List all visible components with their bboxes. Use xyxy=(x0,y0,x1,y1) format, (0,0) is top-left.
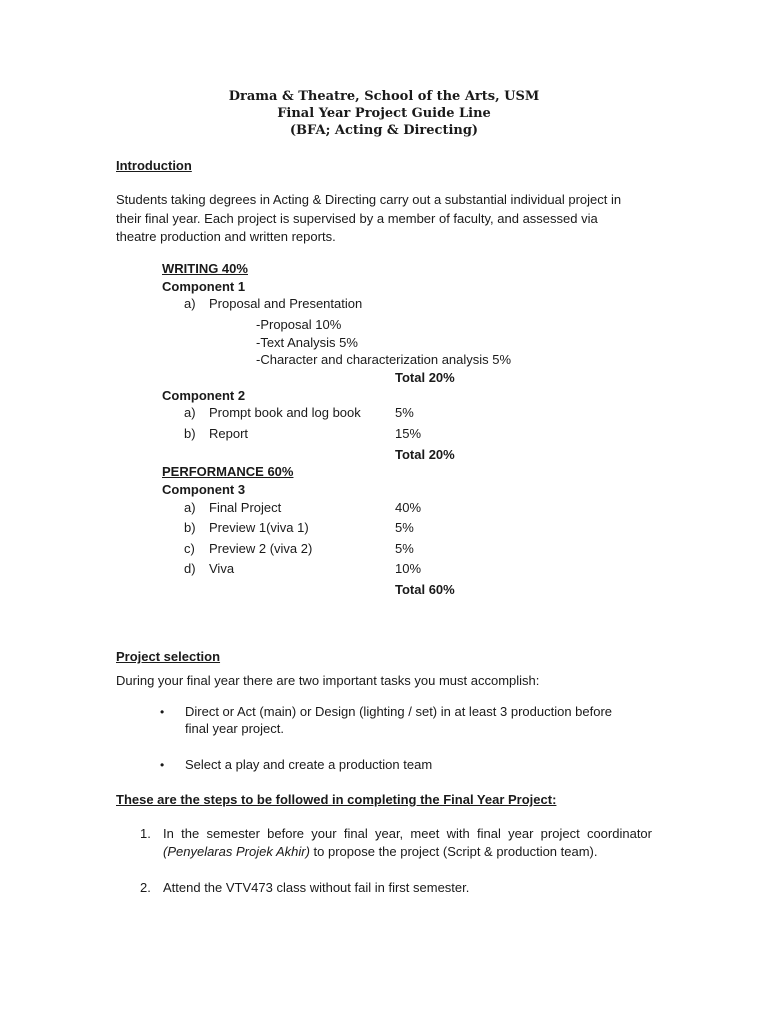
component-1-sub-text-analysis: -Text Analysis 5% xyxy=(256,335,358,350)
step-1-text xyxy=(163,825,652,861)
project-selection-bullet-1: Direct or Act (main) or Design (lighting / set) in at least 3 production before final year project. xyxy=(185,704,613,736)
document-title-line-2: Final Year Project Guide Line xyxy=(277,106,491,121)
component-2-item-value: 15% xyxy=(395,426,422,441)
component-1-sub-proposal: -Proposal 10% xyxy=(256,317,342,332)
component-1-sub-character-analysis: -Character and characterization analysis 5% xyxy=(256,352,512,367)
bullet-icon: • xyxy=(160,705,165,719)
component-3-item-value: 5% xyxy=(395,520,414,535)
step-2-number: 2. xyxy=(140,880,151,895)
component-3-item-marker: d) xyxy=(184,561,196,576)
component-3-item-label: Preview 1(viva 1) xyxy=(209,520,309,535)
component-2-item-marker: a) xyxy=(184,405,196,420)
writing-heading: WRITING 40% xyxy=(162,261,248,276)
step-1-text-end: to propose the project (Script & production team). xyxy=(309,844,598,859)
component-3-item-value: 40% xyxy=(395,500,422,515)
component-2-total: Total 20% xyxy=(395,447,455,462)
project-selection-intro: During your final year there are two important tasks you must accomplish: xyxy=(116,673,540,688)
component-2-item-label: Prompt book and log book xyxy=(209,405,361,420)
component-3-item-label: Preview 2 (viva 2) xyxy=(209,541,313,556)
introduction-paragraph: Students taking degrees in Acting & Directing carry out a substantial individual project in their final year. Each project is supervised by a member of faculty, and assessed via theatre production and written reports. xyxy=(116,192,622,244)
step-1-number: 1. xyxy=(140,826,151,841)
component-1-item-a-marker: a) xyxy=(184,296,196,311)
step-2-text: Attend the VTV473 class without fail in first semester. xyxy=(163,880,470,895)
component-2-item-marker: b) xyxy=(184,426,196,441)
component-3-item-label: Viva xyxy=(209,561,235,576)
component-1-item-a-label: Proposal and Presentation xyxy=(209,296,363,311)
component-3-item-marker: a) xyxy=(184,500,196,515)
component-3-total: Total 60% xyxy=(395,582,455,597)
project-selection-bullet-2: Select a play and create a production team xyxy=(185,757,433,772)
step-1-italic-term: (Penyelaras Projek Akhir) xyxy=(163,844,310,859)
component-3-item-value: 5% xyxy=(395,541,414,556)
component-3-item-marker: c) xyxy=(184,541,195,556)
component-3-item-marker: b) xyxy=(184,520,196,535)
component-2-item-value: 5% xyxy=(395,405,414,420)
component-1-total: Total 20% xyxy=(395,370,455,385)
component-3-title: Component 3 xyxy=(162,482,246,497)
component-1-title: Component 1 xyxy=(162,279,246,294)
steps-heading: These are the steps to be followed in completing the Final Year Project: xyxy=(116,792,557,807)
document-title-line-3: (BFA; Acting & Directing) xyxy=(289,123,479,138)
bullet-icon: • xyxy=(160,758,165,772)
document-title-line-1: Drama & Theatre, School of the Arts, USM xyxy=(228,89,540,104)
step-1-text-start: In the semester before your final year, meet with final year project coordinator xyxy=(163,826,652,841)
performance-heading: PERFORMANCE 60% xyxy=(162,464,294,479)
project-selection-heading: Project selection xyxy=(116,649,221,664)
component-3-item-label: Final Project xyxy=(209,500,282,515)
component-2-title: Component 2 xyxy=(162,388,246,403)
component-3-item-value: 10% xyxy=(395,561,422,576)
introduction-heading: Introduction xyxy=(116,158,192,173)
component-2-item-label: Report xyxy=(209,426,249,441)
